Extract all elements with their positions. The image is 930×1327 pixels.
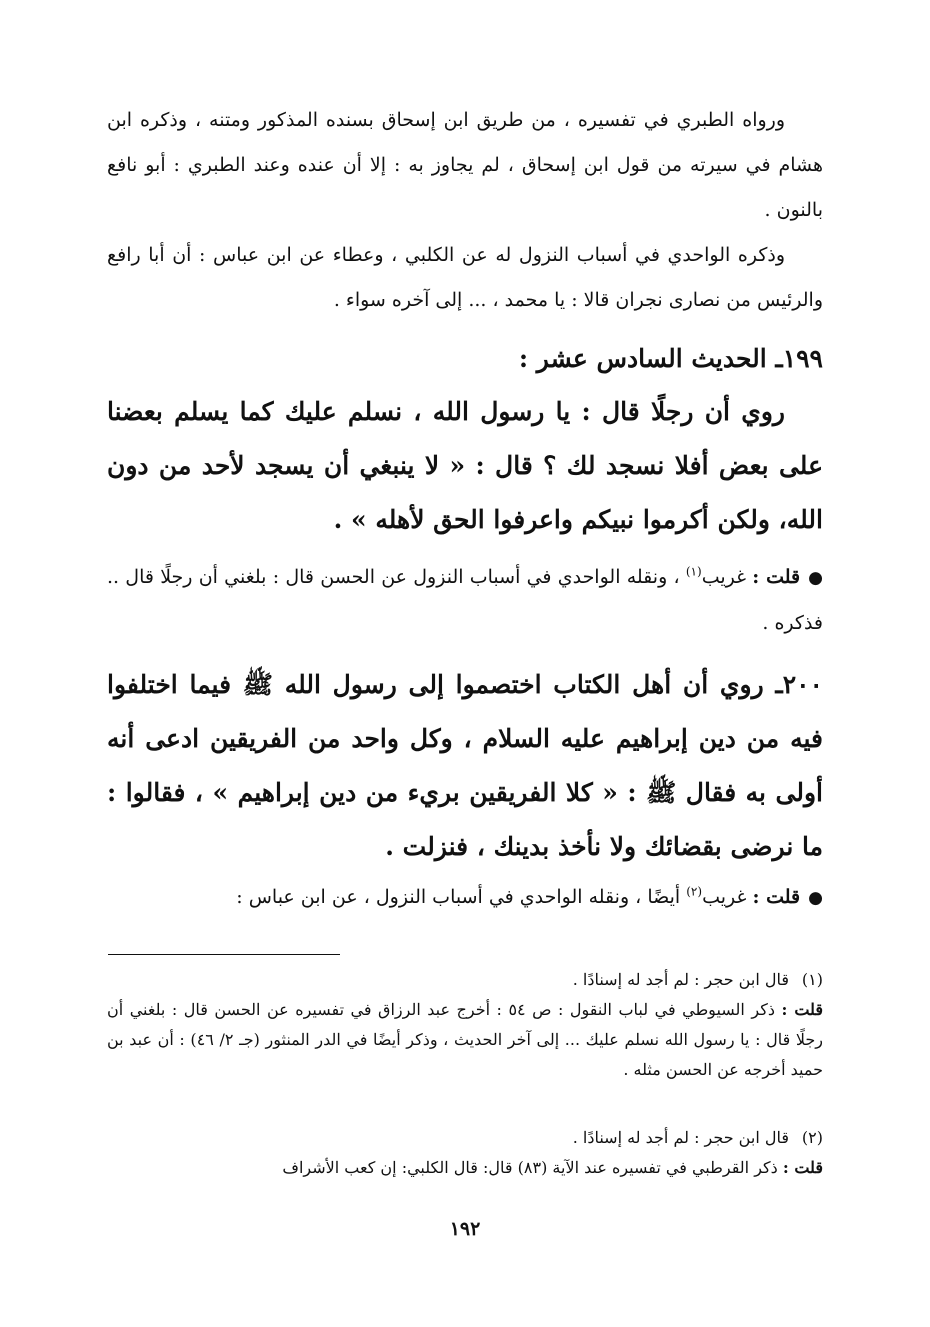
footnote-1 [107,965,823,1085]
footnote-body [107,1153,823,1183]
footnote-2 [107,1123,823,1183]
footnote-label: قلت : [781,1000,823,1019]
page-number: ١٩٢ [449,1218,481,1240]
footnote-ref-1[interactable]: (١) [685,564,702,579]
note-text: ، ونقله الواحدي في أسباب النزول عن الحسن قال : بلغني أن رجلًا قال .. فذكره . [107,566,823,634]
intro-paragraph-2: وذكره الواحدي في أسباب النزول له عن الكلبي ، وعطاء عن ابن عباس : أن أبا رافع والرئيس من نصارى نجران قالا : يا محمد ، ... إلى آخره سواء . [107,244,823,311]
footnote-divider [108,954,340,955]
bullet-icon: ● [808,888,823,908]
hadith-199-text: روي أن رجلًا قال : يا رسول الله ، نسلم عليك كما يسلم بعضنا على بعض أفلا نسجد لك ؟ قال : « لا ينبغي أن يسجد لأحد من دون الله، ولكن أكرموا نبيكم واعرفوا الحق لأهله » . [107,397,823,534]
footnote-line: قال ابن حجر : لم أجد له إسنادًا . [572,970,789,989]
footnote-text: ذكر القرطبي في تفسيره عند الآية (٨٣) قال: قال الكلبي: إن كعب الأشراف [282,1158,778,1177]
note-199 [107,555,823,646]
note-label: قلت : [752,886,801,908]
footnote-text: ذكر السيوطي في لباب النقول : ص ٥٤ : أخرج عبد الرزاق في تفسيره عن الحسن قال : بلغني أن رجلًا قال : يا رسول الله نسلم عليك ... إلى آخر الحديث ، وذكر أيضًا في الدر المنثور (جـ ٢/ ٤٦) : أن عبد بن حميد أخرجه عن الحسن مثله . [107,1000,824,1079]
note-text: أيضًا ، ونقله الواحدي في أسباب النزول ، عن ابن عباس : [236,886,681,908]
note-grading: غريب [702,886,747,908]
footnote-number: (١) [801,970,823,989]
footnote-number: (٢) [801,1128,823,1147]
footnote-label: قلت : [782,1158,823,1177]
hadith-199-heading: ١٩٩ـ الحديث السادس عشر : [518,344,823,373]
intro-paragraph-1: ورواه الطبري في تفسيره ، من طريق ابن إسحاق بسنده المذكور ومتنه ، وذكره ابن هشام في سيرته من قول ابن إسحاق ، لم يجاوز به : إلا أن عنده وعند الطبري : أبو نافع بالنون . [107,109,823,221]
note-label: قلت : [752,566,801,588]
note-200 [107,875,823,921]
hadith-200-text: ٢٠٠ـ روي أن أهل الكتاب اختصموا إلى رسول الله ﷺ فيما اختلفوا فيه من دين إبراهيم عليه السلام ، وكل واحد من الفريقين ادعى أنه أولى به فقال ﷺ : « كلا الفريقين بريء من دين إبراهيم » ، فقالوا : ما نرضى بقضائك ولا نأخذ بدينك ، فنزلت . [107,670,823,861]
footnote-ref-2[interactable]: (٢) [686,884,703,899]
bullet-icon: ● [808,568,823,588]
note-grading: غريب [701,566,747,588]
footnote-body [107,995,823,1085]
footnote-line: قال ابن حجر : لم أجد له إسنادًا . [572,1128,789,1147]
